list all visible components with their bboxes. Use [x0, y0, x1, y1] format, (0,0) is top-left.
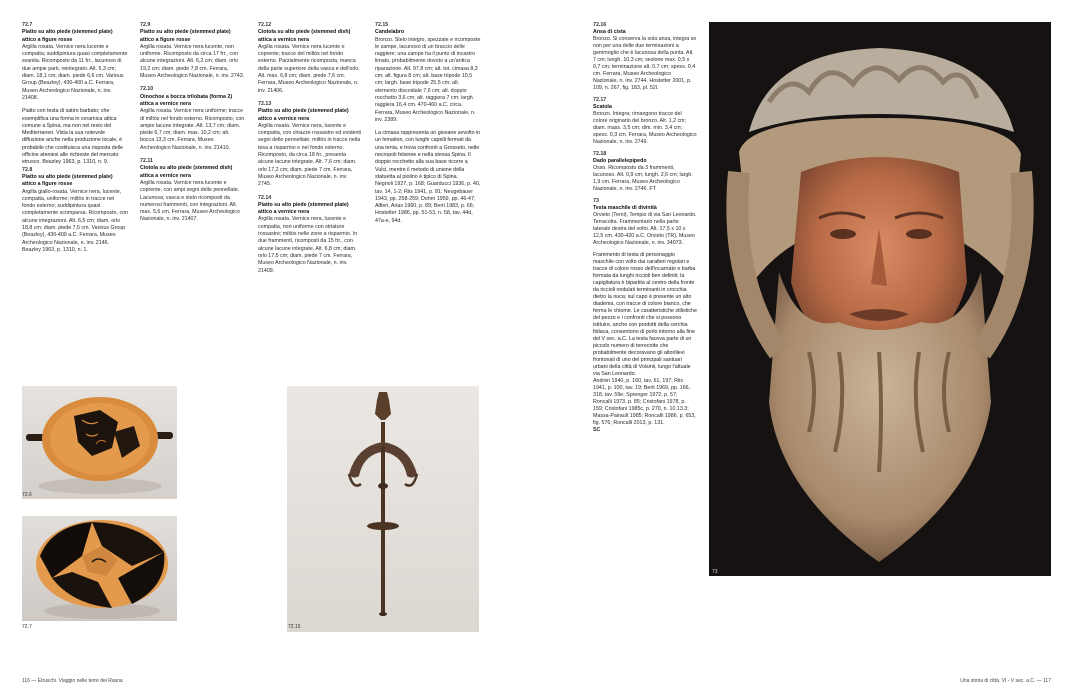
author-signature: SC: [593, 427, 601, 433]
catalog-column-3: [258, 22, 362, 281]
catalog-entry: [22, 22, 128, 102]
entry-title: Piatto su alto piede (stemmed plate) attico a figure rosse: [140, 29, 231, 43]
photo-caption: 72.6: [22, 492, 32, 498]
catalog-entry: [140, 86, 245, 152]
photo-terracotta-head-73: [709, 22, 1051, 576]
entry-number: 72.10: [140, 86, 154, 93]
photo-candelabrum-72-15: [287, 386, 479, 632]
entry-body: Argilla giallo-rosata. Vernice nera, lucente, compatta, uniforme; miltòs in tracce nel fondo esterno; suddipintura quasi completamente scomparsa. Ricomposto, con alcune integrazioni. Alt. 6,5 cm; diam. orlo 18,8 cm; diam. piede 7,5 cm. Various Group (Beazley), 430-400 a.C. Ferrara, Museo Archeologico Nazionale, n. inv. 2146. Beazley 1963, p. 1310, n. 1.: [22, 188, 128, 253]
entry-title: Oinochoe a bocca trilobata (forma 2) attica a vernice nera: [140, 93, 233, 107]
entry-references: Andrén 1940, p. 160, tav. 61, 197; Riis 1941, p. 100, tav. 19; Berti 1969, pp. 166, 318, tav. 59e; Sprenger 1972, p. 57; Roncalli 1973, p. 85; Cristofani 1978, p. 159; Cristofani 1985c, p. 270, n. 10.13.3; Massa-Pairault 1985; Roncalli 1986, p. 653, fig. 576; Roncalli 2013, p. 131.: [593, 378, 696, 426]
entry-title: Ciotola su alto piede (stemmed dish) attica a vernice nera: [140, 165, 233, 179]
entry-number: 72.11: [140, 158, 153, 165]
catalog-entry: [258, 101, 362, 189]
catalog-entry: [22, 167, 128, 255]
catalog-column-5: [593, 22, 697, 434]
photo-plate-72-6: [22, 386, 177, 499]
catalog-entry: [593, 97, 697, 146]
entry-number: 72.18: [593, 151, 607, 157]
catalog-entry: [593, 151, 697, 193]
entry-commentary: Piatto con testa di satiro barbato; che esemplifica una forma in ceramica attica comune a Spina, ma non nel resto del Mediterraneo. Vista la sua notevole diffusione anche nella produzione locale, è probabile che costituisca una risposta delle officine ateniesi alle richieste del mercato etrusco. Beazley 1963, p. 1310, n. 9.: [22, 108, 123, 166]
entry-body: Argilla rosata. Vernice nera lucente e coprente; tracce del miltòs nel fondo esterno. Parzialmente ricomposta, manca della parte superiore della vasca e dell'orlo. Alt. max. 6,8 cm; diam. piede 7,6 cm. Ferrara, Museo Archeologico Nazionale, n. inv. 21406.: [258, 43, 360, 94]
entry-number: 72.14: [258, 194, 272, 201]
entry-body: Argilla rosata. Vernice nera, lucente e compatta, non uniforme con striature rossastre; miltòs nelle zone a risparmio. In due frammenti, ricomposti da 15 frr., con alcune lacune integrate. Alt. 6,8 cm; diam. orlo 17,5 cm; diam. piede 7 cm. Ferrara, Museo Archeologico Nazionale, n. inv. 21409.: [258, 216, 358, 274]
terracotta-head-image: [709, 22, 1051, 576]
entry-body: Argilla rosata. Vernice nera lucente e coprente, con ampi segni delle pennellate. Lacunosa; vasca e stelo ricomposti da numerosi frammenti, con integrazioni. Alt. max. 5,6 cm. Ferrara, Museo Archeologico Nazionale, n. inv. 21407.: [140, 179, 240, 223]
entry-number: 72.13: [258, 100, 272, 107]
entry-references: Negrioli 1927, p. 168; Guarducci 1936, p. 40, tav. 14, 1-2; Riis 1941, p. 81; Neugebauer 1943, pp. 258-259; Dohrn 1959, pp. 46-47; Alfieri, Arias 1960, p. 89; Berti 1983, p. 66; Hostetter 1986, pp. 51-53, n. 58, tav. 44d, 47a-e, 94d.: [375, 181, 481, 224]
catalog-column-1: [22, 22, 128, 260]
entry-body: Osso. Ricomposto da 3 frammenti, lacunoso. Alt. 0,9 cm; lungh. 2,6 cm; largh. 1,9 cm. Ferrara, Museo Archeologico Nazionale, n. inv. 2746. FT: [593, 165, 693, 192]
entry-title: Ciotola su alto piede (stemmed dish) attica a vernice nera: [258, 29, 351, 43]
entry-title: Piatto su alto piede (stemmed plate) attico a vernice nera: [258, 201, 349, 216]
entry-body: Argilla rosata. Vernice nera uniforme; tracce di miltòs nel fondo esterno. Ricomposto, con ampie lacune integrate. Alt. 13,7 cm; diam. piede 6,7 cm; diam. max. 10,2 cm; alt. bocca 13,3 cm. Ferrara, Museo Archeologico Nazionale, n. inv. 21410.: [140, 108, 245, 151]
entry-commentary: La cimasa rappresenta un giovane avvolto in un himation, con lunghi capelli fermati da una tenia, e trova confronti a Grosseto, nelle necropoli felsinee e nella stessa Spina. Il doppio rocchetto alla sua base ricorre a Vulci, mentre il metodo di unione della statuetta al piolino è tipico di Spina.: [375, 130, 481, 180]
entry-title: Ansa di cista: [593, 29, 626, 35]
entry-number: 72.16: [593, 22, 607, 28]
footer-left: 116 — Etruschi. Viaggio nelle terre dei Rasna: [22, 678, 123, 684]
entry-title: Dado parallelepipedo: [593, 158, 647, 164]
catalog-entry: [258, 22, 362, 95]
footer-right: Una storia di città. VI - V sec. a.C. — 117: [960, 678, 1051, 684]
entry-title: Piatto su alto piede (stemmed plate) attico a figure rosse: [22, 29, 113, 43]
entry-body: Argilla rosata. Vernice nera, lucente e compatta, con chiazze rossastre ed evidenti segni delle pennellate; miltòs in tracce nella tesa a risparmio e nel fondo esterno. Ricomposto, da circa 18 frr., presenta alcune lacune integrate. Alt. 7,6 cm; diam. orlo 17,2 cm; diam. piede 7 cm. Ferrara, Museo Archeologico Nazionale, n. inv. 2745.: [258, 122, 362, 188]
entry-body: Argilla rosata. Vernice nera lucente, non uniforme. Ricomposto da circa 17 frr., con alcune integrazioni. Alt. 6,2 cm; diam. orlo 19,2 cm; diam. piede 7,8 cm. Ferrara, Museo Archeologico Nazionale, n. inv. 2743.: [140, 43, 245, 80]
entry-number: 72.8: [22, 166, 33, 173]
catalog-column-2: [140, 22, 245, 230]
entry-body: Bronzo. Integra; rimangono tracce del colore originario del bronzo. Alt. 1,2 cm; diam. mass. 3,5 cm; dim. min. 3,4 cm; spess. 0,3 cm. Ferrara, Museo Archeologico Nazionale, n. inv. 2749.: [593, 111, 697, 145]
entry-number: 72.17: [593, 97, 607, 103]
photo-plate-72-7: [22, 516, 177, 621]
photo-caption: 73: [712, 569, 718, 575]
catalog-column-4: [375, 22, 481, 225]
red-figure-plate-image: [22, 386, 177, 499]
entry-body: Bronzo. Stelo integro, spezzate e ricomposte le zampe, lacunoso di un braccio delle raggiere; una zampe ha il punto di incastro limato, probabilmente dovuto a un'antica riparazione. Alt. 97,8 cm; alt. tot. cimasa 8,3 cm; alt. figura 8 cm; alt. base tripode 10,5 cm; largh. base tripode 25,5 cm; alt. elemento discoidale 7,6 cm; alt. doppio rocchetto 3,6 cm; alt. raggiera 7 cm; largh. raggiera 16,4 cm. 470-460 a.C. circa. Ferrara, Museo Archeologico Nazionale, n. inv. 2389.: [375, 36, 481, 123]
photo-caption: 72.15: [288, 624, 301, 630]
entry-title: Piatto su alto piede (stemmed plate) attico a vernice nera: [258, 108, 349, 122]
catalog-entry: [593, 198, 697, 247]
black-gloss-plate-image: [22, 516, 177, 621]
entry-number: 72.7: [22, 22, 33, 28]
entry-title: Candelabro: [375, 29, 405, 36]
catalog-entry: [375, 22, 481, 124]
entry-number: 73: [593, 198, 599, 204]
entry-title: Piatto su alto piede (stemmed plate) attico a figure rosse: [22, 173, 113, 188]
catalog-entry: [140, 158, 245, 224]
catalog-entry: [140, 22, 245, 80]
entry-title: Scatola: [593, 104, 612, 110]
catalog-entry: [593, 22, 697, 92]
entry-number: 72.15: [375, 22, 389, 28]
photo-caption: 72.7: [22, 624, 32, 630]
entry-title: Testa maschile di divinità: [593, 205, 657, 211]
entry-commentary: Frammento di testa di personaggio maschile con volto dai caratteri regolari e tracce di colore rosso dell'incarnato e barba formata da lunghi riccioli ben definiti; la capigliatura è bipartita al centro della fronte da riccioli ondulati terminanti in crocchia dietro la nuca; sul capo è presente un alto diadema, con tracce di colore bianco, che ferma le chiome. Le caratteristiche stilistiche del pezzo e i confronti che si possono istituire, anche con prodotti della cerchia fidiaca, consentono di porlo intorno alla fine del V sec. a.C. La testa faceva parte di un piccolo numero di terrecotte che probabilmente decoravano gli altorilievi frontonali di uno dei principali santuari urbani della città di Volsinii, lungo l'attuale via San Leonardo.: [593, 252, 697, 377]
entry-body: Argilla rosata. Vernice nera lucente e compatta; suddipintura quasi completamente svanita. Ricomposto da 11 frr., lacunoso di due ampie parti, reintegrato. Alt. 5,3 cm; diam. 18,1 cm; diam. piede 6,6 cm. Various Group (Beazley), 430-400 a.C. Ferrara, Museo Archeologico Nazionale, n. inv. 21408.: [22, 43, 128, 101]
entry-number: 72.9: [140, 22, 151, 28]
entry-number: 72.12: [258, 22, 272, 28]
entry-body: Orvieto (Terni), Tempio di via San Leonardo. Terracotta. Frammentario nella parte laterale destra del volto. Alt. 17,5 x 10 x 12,5 cm. 430-420 a.C. Orvieto (TR), Museo Archeologico Nazionale, n. inv. 34073.: [593, 212, 697, 246]
catalog-entry: [258, 195, 362, 275]
candelabrum-image: [287, 386, 479, 632]
entry-body: Bronzo. Si conserva la sola ansa, integra se non per una delle due terminazioni a gemmoglio che è lacunosa della punta. Alt. 7 cm; lungh. 10,3 cm; sezione max. 0,5 x 0,7 cm; terminazione alt. 0,7 cm; spess. 0,4 cm. Ferrara, Museo Archeologico Nazionale, n. inv. 2744. Hostetter 2001, p. 109, n. 267, fig. 183, pl. 52l.: [593, 36, 697, 91]
